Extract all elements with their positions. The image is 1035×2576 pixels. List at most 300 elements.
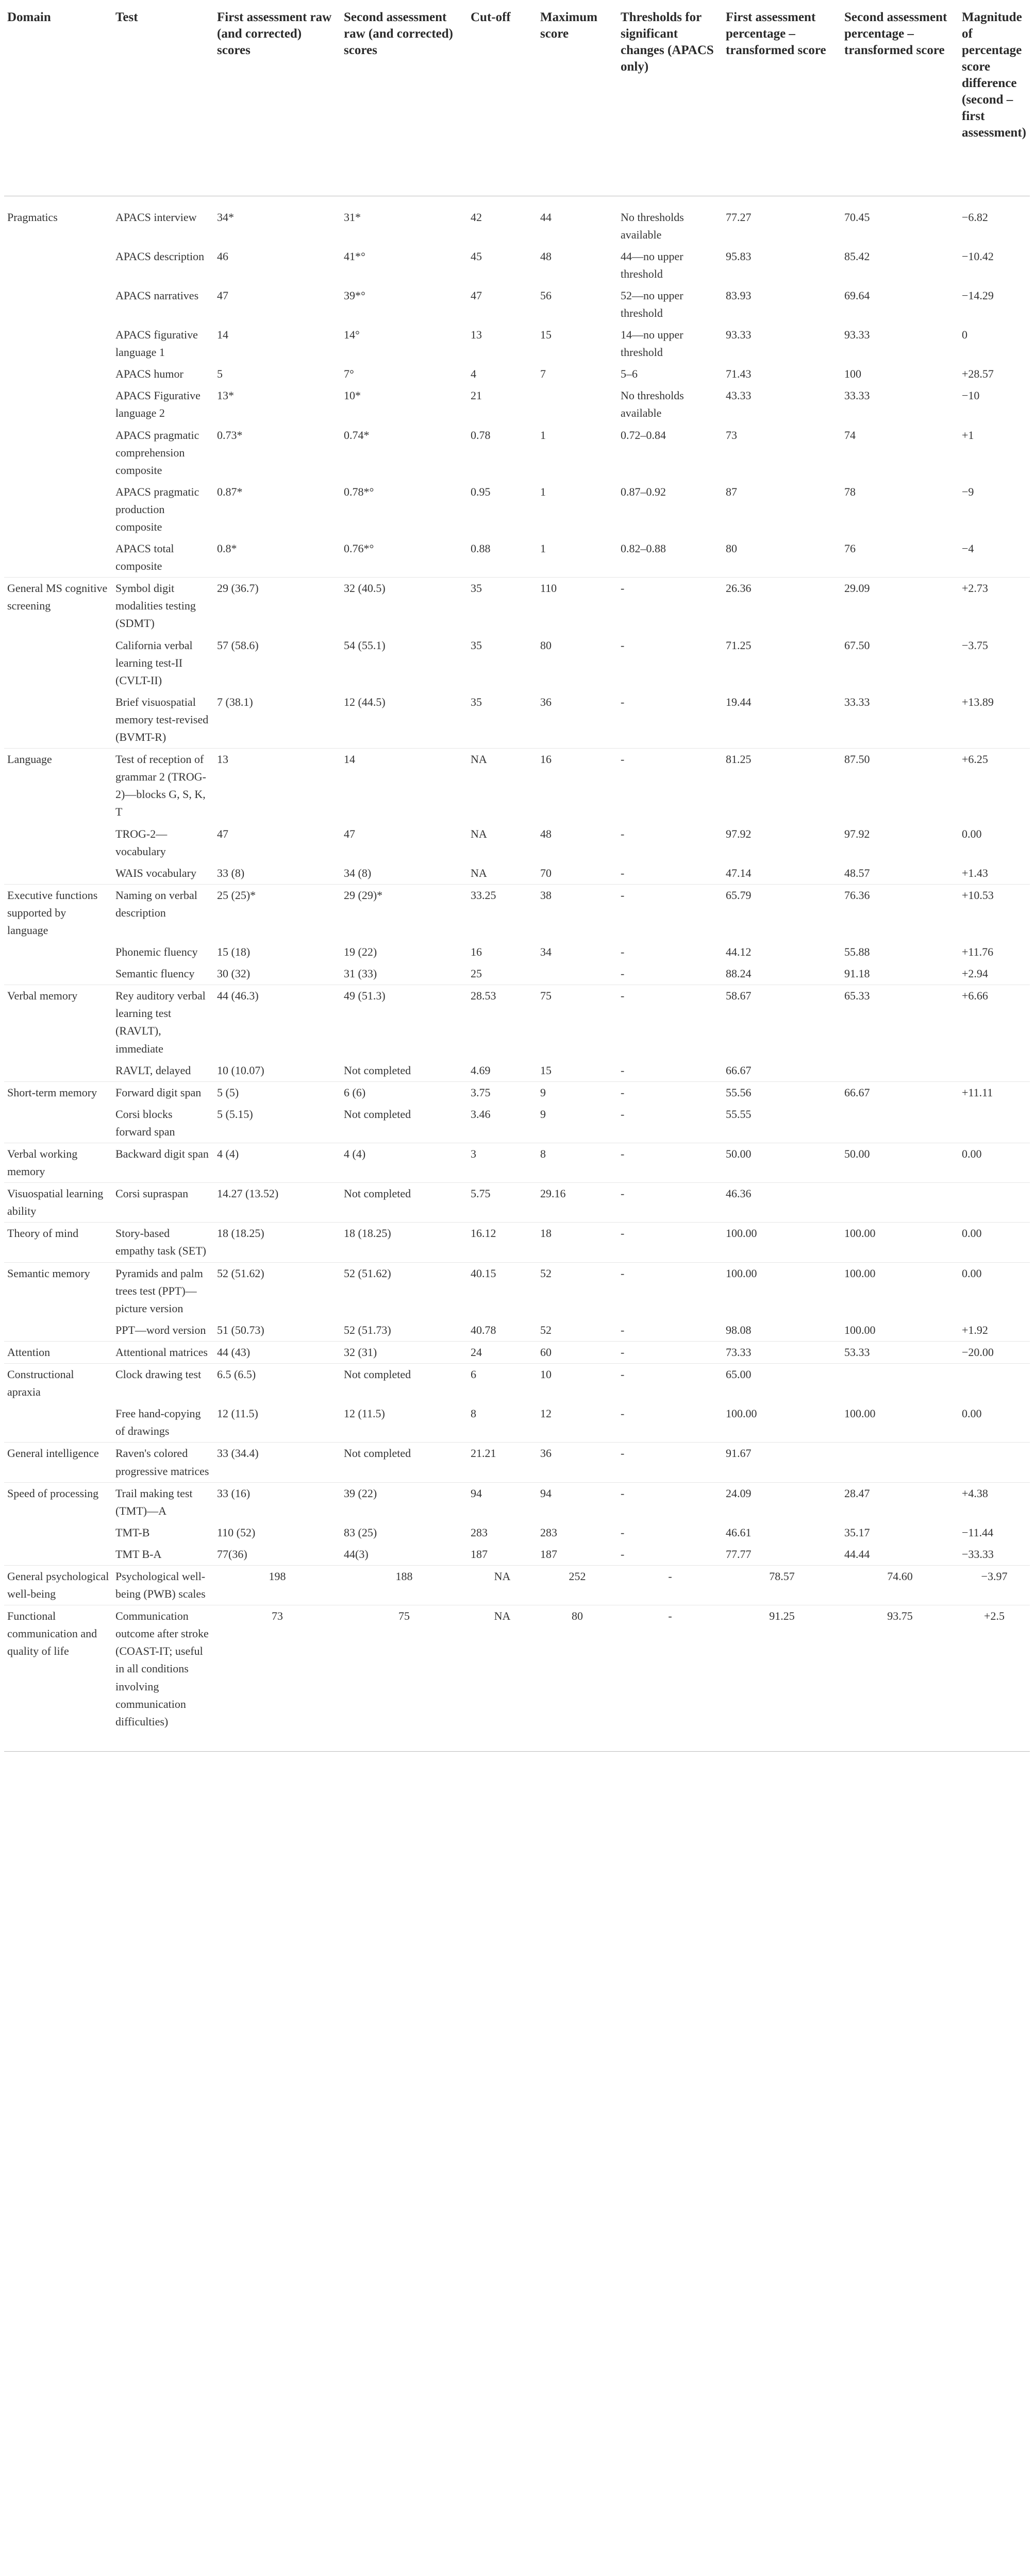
cell-difference: −33.33 [962,1547,994,1561]
cell-max-score: 29.16 [537,1183,617,1223]
cell-second-score: 44(3) [344,1547,369,1561]
cell-cutoff: 21.21 [468,1443,537,1482]
cell-domain [4,1522,112,1544]
cell-domain [4,1060,112,1082]
cell-cutoff: 35 [471,695,482,708]
cell-first-percent: 97.92 [726,827,752,840]
cell-difference: +10.53 [959,884,1030,941]
cell-test: Communication outcome after stroke (COAST-IT; useful in all conditions involving communication difficulties) [112,1605,214,1752]
cell-domain [4,425,112,481]
cell-first-score: 52 (51.62) [214,1262,341,1319]
cell-max-score: 48 [540,249,552,263]
cell-first-percent: 73.33 [723,1341,841,1363]
cell-second-percent [841,1443,959,1482]
cell-difference: 0.00 [962,827,982,840]
cell-cutoff: 25 [471,967,482,980]
cell-cutoff: 45 [471,249,482,263]
cell-max-score: 187 [540,1547,557,1561]
cell-difference: 0.00 [959,1262,1030,1319]
table-row [4,1081,1030,1104]
cell-domain [4,1544,112,1566]
cell-max-score: 7 [540,367,546,381]
cell-test: Raven's colored progressive matrices [112,1443,214,1482]
cell-test: Psychological well-being (PWB) scales [112,1565,214,1605]
cell-domain [4,538,112,578]
cell-second-score: 52 (51.73) [344,1323,391,1336]
cell-difference: 0.00 [959,1223,1030,1262]
cell-threshold: - [621,1323,625,1336]
table-row [4,538,1030,578]
cell-max-score: 70 [540,866,552,879]
cell-second-score: 29 (29)* [341,884,468,941]
cell-domain: Attention [4,1341,112,1363]
cell-threshold: - [621,638,625,652]
cell-difference: +28.57 [962,367,994,381]
cell-difference: +2.5 [959,1605,1030,1752]
cell-threshold: - [617,985,723,1060]
cell-threshold: No thresholds available [621,389,684,420]
cell-test: APACS total composite [115,542,174,573]
cell-first-percent: 46.61 [726,1526,752,1539]
cell-cutoff: 21 [471,389,482,402]
cell-domain [4,324,112,363]
cell-second-percent [841,1104,959,1143]
cell-domain [4,363,112,385]
cell-domain: Constructional apraxia [4,1364,112,1403]
table-row [4,1143,1030,1183]
cell-test: Pyramids and palm trees test (PPT)—picture version [112,1262,214,1319]
cell-second-score: Not completed [341,1443,468,1482]
cell-second-score: 12 (11.5) [344,1407,385,1420]
cell-first-score: 198 [214,1565,341,1605]
table-row [4,1403,1030,1443]
cell-first-score: 14.27 (13.52) [214,1183,341,1223]
cell-max-score: 80 [537,1605,617,1752]
cell-first-score: 25 (25)* [214,884,341,941]
cell-cutoff: 8 [471,1407,476,1420]
cell-cutoff: 6 [468,1364,537,1403]
header-max-score: Maximum score [537,4,617,196]
cell-cutoff: 42 [471,210,482,224]
cell-threshold: - [621,1526,625,1539]
cell-domain: Semantic memory [4,1262,112,1319]
cell-domain: Visuospatial learning ability [4,1183,112,1223]
cell-cutoff: 3 [468,1143,537,1183]
cell-domain: Short-term memory [4,1081,112,1104]
cell-test: APACS figurative language 1 [115,328,198,359]
cell-cutoff: 3.75 [468,1081,537,1104]
cell-second-percent: 85.42 [844,249,870,263]
cell-threshold: 0.82–0.88 [621,542,666,555]
cell-second-score: Not completed [341,1183,468,1223]
cell-second-score: 188 [341,1565,468,1605]
cell-first-score: 73 [214,1605,341,1752]
cell-test: Rey auditory verbal learning test (RAVLT), immediate [112,985,214,1060]
cell-domain [4,246,112,285]
cell-second-score: Not completed [344,1063,411,1077]
cell-first-score: 46 [217,249,228,263]
cell-second-percent: 74 [844,428,856,442]
cell-first-percent: 100.00 [726,1407,757,1420]
cell-domain: Verbal memory [4,985,112,1060]
cell-difference: −4 [962,542,974,555]
cell-first-score: 33 (8) [217,866,245,879]
cell-second-score: 47 [344,827,355,840]
cell-threshold: - [621,1547,625,1561]
table-row [4,1104,1030,1143]
cell-second-percent: 28.47 [841,1482,959,1522]
cell-max-score: 56 [540,289,552,302]
cell-threshold: - [621,1407,625,1420]
cell-domain [4,823,112,862]
cell-first-percent: 65.00 [723,1364,841,1403]
cell-second-percent [841,1060,959,1082]
cell-max-score: 36 [537,1443,617,1482]
table-row [4,884,1030,941]
cell-second-score: 75 [341,1605,468,1752]
cell-test: APACS interview [115,210,197,224]
table-row [4,324,1030,363]
cell-domain: Speed of processing [4,1482,112,1522]
cell-second-percent [841,1183,959,1223]
cell-first-percent: 55.55 [726,1107,752,1121]
cell-first-percent: 80 [726,542,737,555]
cell-test: Attentional matrices [112,1341,214,1363]
cell-max-score: 252 [537,1565,617,1605]
cell-max-score: 60 [537,1341,617,1363]
cell-max-score: 38 [537,884,617,941]
cell-first-percent: 19.44 [726,695,752,708]
table-row [4,1341,1030,1363]
cell-cutoff: NA [468,1565,537,1605]
header-row [4,4,1030,196]
cell-second-score: 18 (18.25) [341,1223,468,1262]
cell-second-score: 39 (22) [341,1482,468,1522]
cell-domain [4,385,112,424]
cell-max-score: 9 [537,1081,617,1104]
cell-second-percent: 100.00 [844,1323,876,1336]
table-row [4,1565,1030,1605]
table-row [4,1060,1030,1082]
cell-cutoff: 28.53 [468,985,537,1060]
cell-first-percent: 47.14 [726,866,752,879]
cell-first-score: 5 (5) [214,1081,341,1104]
cell-test: Test of reception of grammar 2 (TROG-2)—blocks G, S, K, T [112,749,214,823]
cell-domain: Language [4,749,112,823]
cell-test: Semantic fluency [115,967,195,980]
cell-second-percent: 66.67 [841,1081,959,1104]
cell-first-score: 4 (4) [214,1143,341,1183]
table-row [4,691,1030,749]
cell-difference: −10 [962,389,980,402]
cell-max-score: 10 [537,1364,617,1403]
table-body [4,196,1030,1751]
cell-cutoff: 13 [471,328,482,342]
cell-threshold: - [617,749,723,823]
cell-difference: +11.76 [962,945,994,959]
cell-domain [4,481,112,538]
cell-domain: General intelligence [4,1443,112,1482]
cell-difference [959,1060,1030,1082]
cell-test: Story-based empathy task (SET) [112,1223,214,1262]
cell-domain: Theory of mind [4,1223,112,1262]
table-row [4,1605,1030,1752]
cell-threshold: - [621,695,625,708]
cell-test: California verbal learning test-II (CVLT-II) [115,638,193,687]
cell-second-score: 32 (40.5) [341,578,468,635]
cell-first-score: 44 (46.3) [214,985,341,1060]
cell-test: TMT-B [115,1526,150,1539]
header-test: Test [112,4,214,196]
table-row [4,941,1030,963]
cell-second-percent: 33.33 [844,695,870,708]
cell-cutoff: 0.78 [471,428,491,442]
cell-first-score: 110 (52) [217,1526,256,1539]
cell-max-score: 80 [540,638,552,652]
cell-difference [959,1183,1030,1223]
cell-threshold: - [617,1262,723,1319]
scores-table [4,4,1030,1752]
cell-difference: +13.89 [962,695,994,708]
cell-max-score: 94 [537,1482,617,1522]
cell-cutoff: 4 [471,367,476,381]
cell-second-score: 31 (33) [344,967,377,980]
cell-first-score: 12 (11.5) [217,1407,258,1420]
cell-cutoff: NA [468,1605,537,1752]
cell-threshold: No thresholds available [621,210,684,241]
cell-second-score: 31* [344,210,361,224]
cell-first-score: 0.8* [217,542,237,555]
cell-first-percent: 100.00 [723,1262,841,1319]
cell-first-percent: 43.33 [726,389,752,402]
cell-cutoff: 16 [471,945,482,959]
cell-first-score: 5 (5.15) [217,1107,253,1121]
cell-cutoff: 16.12 [468,1223,537,1262]
cell-second-score: 14° [344,328,360,342]
cell-second-score: Not completed [344,1107,411,1121]
cell-test: Free hand-copying of drawings [115,1407,201,1438]
table-row [4,425,1030,481]
cell-max-score: 75 [537,985,617,1060]
cell-second-score: 0.74* [344,428,370,442]
cell-first-score: 5 [217,367,223,381]
cell-difference: +6.66 [959,985,1030,1060]
cell-first-score: 10 (10.07) [217,1063,264,1077]
table-row [4,578,1030,635]
cell-threshold: - [617,1223,723,1262]
cell-test: Phonemic fluency [115,945,198,959]
cell-max-score: 1 [540,485,546,498]
cell-second-percent: 78 [844,485,856,498]
cell-second-percent: 50.00 [841,1143,959,1183]
cell-max-score: 44 [540,210,552,224]
cell-second-percent: 76.36 [841,884,959,941]
cell-first-percent: 93.33 [726,328,752,342]
cell-first-percent: 83.93 [726,289,752,302]
cell-cutoff: 35 [471,638,482,652]
cell-difference: +2.94 [962,967,988,980]
cell-threshold: - [621,1063,625,1077]
cell-test: Clock drawing test [112,1364,214,1403]
cell-second-percent: 91.18 [844,967,870,980]
cell-difference: +6.25 [959,749,1030,823]
cell-second-score: 32 (31) [341,1341,468,1363]
cell-max-score: 1 [540,428,546,442]
cell-second-percent: 100.00 [841,1262,959,1319]
cell-first-percent: 24.09 [723,1482,841,1522]
cell-test: Trail making test (TMT)—A [112,1482,214,1522]
cell-test: Symbol digit modalities testing (SDMT) [112,578,214,635]
table-row [4,1522,1030,1544]
cell-second-score: 4 (4) [341,1143,468,1183]
table-row [4,1544,1030,1566]
header-second-raw: Second assessment raw (and corrected) scores [341,4,468,196]
cell-first-percent: 91.25 [723,1605,841,1752]
cell-second-score: 6 (6) [341,1081,468,1104]
cell-threshold: 14—no upper threshold [621,328,683,359]
cell-domain: Pragmatics [7,210,58,224]
cell-domain: Executive functions supported by language [4,884,112,941]
cell-difference: −14.29 [962,289,994,302]
cell-first-percent: 71.43 [726,367,752,381]
header-thresholds: Thresholds for significant changes (APACS only) [617,4,723,196]
cell-domain [4,963,112,985]
cell-first-score: 47 [217,827,228,840]
cell-difference: +4.38 [959,1482,1030,1522]
cell-difference: +1 [962,428,974,442]
cell-second-percent: 67.50 [844,638,870,652]
header-second-percent: Second assessment percentage – transformed score [841,4,959,196]
cell-max-score: 16 [537,749,617,823]
cell-max-score: 9 [540,1107,546,1121]
cell-test: Brief visuospatial memory test-revised (BVMT-R) [115,695,209,744]
cell-domain: Functional communication and quality of life [4,1605,112,1752]
cell-test: RAVLT, delayed [115,1063,191,1077]
cell-second-percent: 93.33 [844,328,870,342]
cell-threshold: - [617,1364,723,1403]
cell-difference [959,1364,1030,1403]
cell-threshold: - [621,945,625,959]
cell-test: TROG-2—vocabulary [115,827,168,858]
cell-difference: +1.92 [962,1323,988,1336]
cell-domain [4,1319,112,1342]
cell-test: APACS humor [115,367,183,381]
cell-first-score: 7 (38.1) [217,695,253,708]
header-domain: Domain [4,4,112,196]
cell-first-score: 57 (58.6) [217,638,259,652]
cell-cutoff: 4.69 [471,1063,491,1077]
cell-cutoff: 94 [468,1482,537,1522]
cell-first-score: 0.73* [217,428,243,442]
cell-second-percent: 76 [844,542,856,555]
table-row [4,285,1030,324]
cell-test: APACS description [115,249,205,263]
table-row [4,985,1030,1060]
cell-difference: −9 [962,485,974,498]
table-row [4,1262,1030,1319]
header-difference: Magnitude of percentage score difference (second – first assessment) [959,4,1030,196]
cell-domain [4,285,112,324]
cell-cutoff: 33.25 [468,884,537,941]
table-header [4,4,1030,196]
cell-test: Naming on verbal description [112,884,214,941]
cell-threshold: - [621,1107,625,1121]
table-row [4,196,1030,246]
cell-threshold: 0.72–0.84 [621,428,666,442]
cell-cutoff: 5.75 [468,1183,537,1223]
cell-domain [4,635,112,691]
cell-difference: +2.73 [959,578,1030,635]
cell-first-percent: 91.67 [723,1443,841,1482]
cell-threshold: 52—no upper threshold [621,289,683,319]
cell-first-percent: 81.25 [723,749,841,823]
cell-threshold: - [617,1341,723,1363]
cell-second-percent: 70.45 [844,210,870,224]
cell-first-score: 77(36) [217,1547,247,1561]
cell-max-score: 8 [537,1143,617,1183]
cell-first-percent: 71.25 [726,638,752,652]
cell-second-percent: 100.00 [841,1223,959,1262]
cell-domain [4,1104,112,1143]
cell-test: WAIS vocabulary [115,866,197,879]
cell-second-score: 41*° [344,249,365,263]
cell-max-score: 18 [537,1223,617,1262]
cell-first-percent: 73 [726,428,737,442]
cell-first-percent: 46.36 [723,1183,841,1223]
cell-first-score: 47 [217,289,228,302]
cell-threshold: - [617,1605,723,1752]
cell-threshold: - [617,884,723,941]
cell-difference: 0.00 [959,1143,1030,1183]
table-row [4,481,1030,538]
cell-cutoff: NA [468,749,537,823]
cell-test: PPT—word version [115,1323,206,1336]
cell-second-percent: 65.33 [841,985,959,1060]
cell-threshold: - [617,1183,723,1223]
cell-second-percent: 100 [844,367,861,381]
cell-second-score: 10* [344,389,361,402]
cell-second-percent: 53.33 [841,1341,959,1363]
cell-threshold: 44—no upper threshold [621,249,683,280]
cell-first-score: 14 [217,328,228,342]
cell-second-percent: 100.00 [844,1407,876,1420]
cell-domain [4,691,112,749]
cell-threshold: - [617,1143,723,1183]
cell-second-percent: 87.50 [841,749,959,823]
cell-max-score: 12 [540,1407,552,1420]
cell-second-percent: 55.88 [844,945,870,959]
cell-cutoff: 0.88 [471,542,491,555]
cell-first-score: 33 (16) [214,1482,341,1522]
cell-max-score: 34 [540,945,552,959]
cell-cutoff: 40.78 [471,1323,496,1336]
table-row [4,823,1030,862]
cell-test: APACS Figurative language 2 [115,389,201,420]
cell-first-percent: 55.56 [723,1081,841,1104]
cell-max-score: 48 [540,827,552,840]
cell-difference: +11.11 [959,1081,1030,1104]
cell-second-percent: 29.09 [841,578,959,635]
cell-difference: −11.44 [962,1526,994,1539]
cell-domain: Verbal working memory [4,1143,112,1183]
cell-domain [4,1403,112,1443]
cell-first-score: 34* [217,210,234,224]
table-row [4,385,1030,424]
cell-second-percent: 44.44 [844,1547,870,1561]
cell-second-percent: 74.60 [841,1565,959,1605]
cell-first-percent: 77.27 [726,210,752,224]
cell-difference: −3.97 [959,1565,1030,1605]
